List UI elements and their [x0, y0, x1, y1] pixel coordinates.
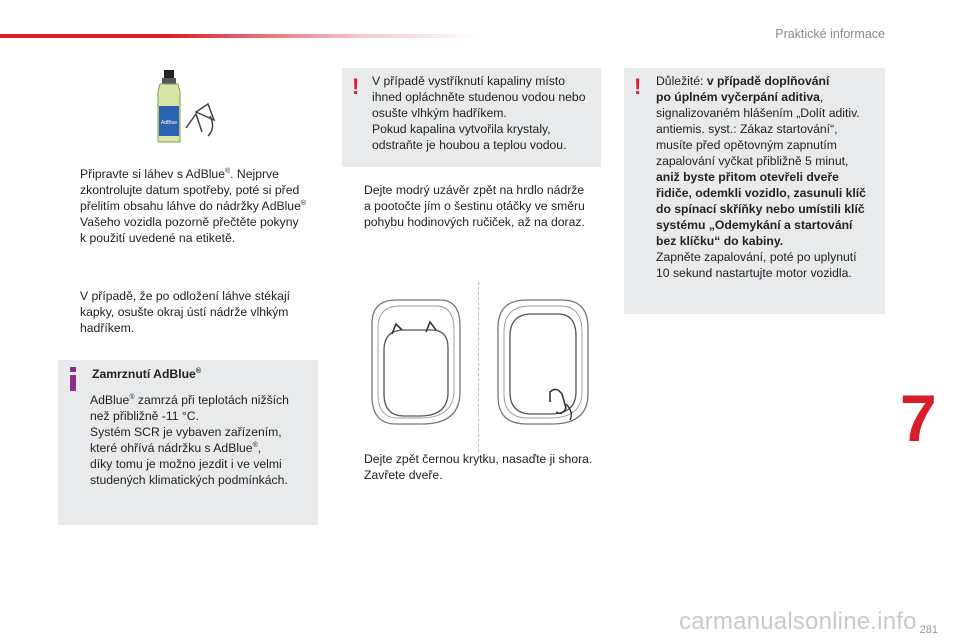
step-wipe-drops: V případě, že po odložení láhve stékají kapky, osušte okraj ústí nádrže vlhkým hadříkem.	[80, 289, 291, 335]
warning-box-important	[624, 68, 885, 314]
bottle-label: AdBlue	[160, 120, 178, 126]
watermark: carmanualsonline.info	[679, 608, 917, 635]
info-box-text: AdBlue® zamrzá při teplotách nižších než přibližně -11 °C. Systém SCR je vybaven zařízením, které ohřívá nádržku s AdBlue®, díky tomu je možno jezdit i ve velmi studených klimatických podmínkách.	[90, 393, 289, 487]
chapter-number: 7	[900, 381, 937, 455]
warning-box-spill	[342, 68, 601, 167]
illustration-divider	[478, 282, 479, 452]
header-accent-bar	[0, 34, 480, 38]
step-close-door: Zavřete dveře.	[364, 468, 443, 482]
warning-exclamation-icon: !	[352, 74, 360, 99]
warning-box-important-text: Důležité: v případě doplňování po úplném vyčerpání aditiva, signalizovaném hlášením „Dolít aditiv. antiemis. syst.: Zákaz startování“, musíte před opětovným zapnutím zapalování vyčkat přibližně 5 minut, aniž byste přitom otevřeli dveře řidiče, odemkli vozidlo, zasunuli klíč do spínací skříňky nebo umístili klíč systému „Odemykání a startování bez klíčku“ do kabiny. Zapněte zapalování, poté po uplynutí 10 sekund nastartujte motor vozidla.	[656, 74, 866, 280]
warning-exclamation-icon: !	[634, 74, 642, 99]
page-number: 281	[919, 624, 938, 636]
filler-flap-illustration-left	[362, 296, 468, 430]
step-replace-blue-cap: Dejte modrý uzávěr zpět na hrdlo nádrže a pootočte jím o šestinu otáčky ve směru pohybu hodinových ručiček, až na doraz.	[364, 183, 585, 229]
info-box-title: Zamrznutí AdBlue®	[92, 367, 201, 381]
adblue-bottle-illustration	[150, 68, 230, 148]
filler-flap-illustration-right	[490, 296, 596, 430]
info-box-freezing	[58, 360, 318, 525]
warning-box-text: V případě vystříknutí kapaliny místo ihned opláchněte studenou vodou nebo osušte vlhkým hadříkem. Pokud kapalina vytvořila krystaly, odstraňte je houbou a teplou vodou.	[372, 74, 586, 152]
step-prepare-bottle: Připravte si láhev s AdBlue®. Nejprve zkontrolujte datum spotřeby, poté si před přelitím obsahu láhve do nádržky AdBlue® Vašeho vozidla pozorně přečtěte pokyny k použití uvedené na etiketě.	[80, 167, 307, 245]
section-title: Praktické informace	[775, 27, 885, 41]
step-replace-black-cover: Dejte zpět černou krytku, nasaďte ji shora.	[364, 452, 593, 466]
info-icon	[68, 367, 82, 393]
